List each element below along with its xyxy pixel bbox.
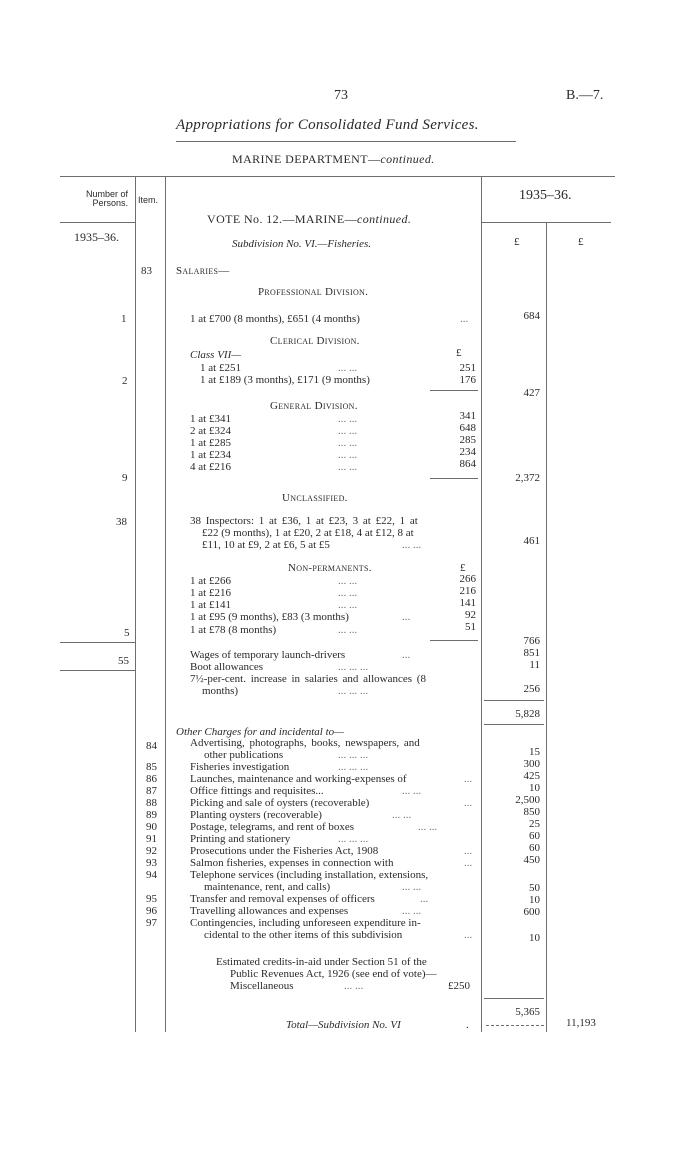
non-permanent-row-label: 1 at £78 (8 months) <box>190 624 277 636</box>
charge-amount: 60 <box>529 842 540 854</box>
non-permanent-row-dots: ... <box>402 611 411 623</box>
charge-label: Printing and stationery <box>190 833 291 845</box>
charge-label: Salmon fisheries, expenses in connection with <box>190 857 394 869</box>
general-row-dots: ... ... <box>338 461 358 473</box>
document-reference: B.—7. <box>566 88 604 103</box>
non-permanent-row-amount: 141 <box>459 597 476 609</box>
vote-title: VOTE No. 12.—MARINE—continued. <box>207 212 412 226</box>
general-row-amount: 341 <box>459 410 476 422</box>
charge-amount: 25 <box>529 818 540 830</box>
professional-line: 1 at £700 (8 months), £651 (4 months) <box>190 313 360 325</box>
unclassified-dots: ... ... <box>402 539 422 551</box>
title-rule <box>176 141 516 142</box>
charge-label: Launches, maintenance and working-expenses of <box>190 773 407 785</box>
currency-label-left: £ <box>514 236 520 248</box>
charge-amount: 600 <box>523 906 540 918</box>
charge-item-number: 84 <box>146 740 157 752</box>
general-row-amount: 285 <box>459 434 476 446</box>
charge-dots: ... ... <box>402 905 422 917</box>
non-permanents-sum-rule <box>430 640 478 641</box>
clerical-row-label: 1 at £251 <box>200 362 241 374</box>
charge-label: Telephone services (including installation, extensions, <box>190 869 429 881</box>
total-dash-rule <box>486 1025 544 1026</box>
charge-dots: ... ... <box>418 821 438 833</box>
non-permanents-persons: 5 <box>124 627 130 639</box>
clerical-row-label: 1 at £189 (3 months), £171 (9 months) <box>200 374 370 386</box>
non-permanent-row-label: 1 at £266 <box>190 575 231 587</box>
general-row-dots: ... ... <box>338 437 358 449</box>
salaries-heading: Salaries— <box>176 265 230 277</box>
charge-label: Office fittings and requisites... <box>190 785 324 797</box>
persons-total-rule <box>60 670 135 671</box>
general-row-label: 1 at £285 <box>190 437 231 449</box>
charge-item-number: 96 <box>146 905 157 917</box>
page-title: Appropriations for Consolidated Fund Services. <box>176 117 479 133</box>
charge-item-number: 89 <box>146 809 157 821</box>
charge-dots: ... <box>464 845 473 857</box>
charge-item-number: 94 <box>146 869 157 881</box>
boot-allowances-amount: 11 <box>529 659 540 671</box>
persons-sum-rule <box>60 642 135 643</box>
subdivision-heading: Subdivision No. VI.—Fisheries. <box>232 238 372 250</box>
general-row-amount: 234 <box>459 446 476 458</box>
unclassified-total: 461 <box>523 535 540 547</box>
charge-amount: 2,500 <box>515 794 540 806</box>
non-permanent-row-label: 1 at £95 (9 months), £83 (3 months) <box>190 611 349 623</box>
clerical-persons: 2 <box>122 375 128 387</box>
non-permanent-row-amount: 266 <box>459 573 476 585</box>
grand-total-amount: 11,193 <box>566 1017 596 1029</box>
increase-dots: ... ... ... <box>338 685 369 697</box>
charge-dots: ... <box>464 929 473 941</box>
charge-item-number: 90 <box>146 821 157 833</box>
charge-amount: 450 <box>523 854 540 866</box>
clerical-class: Class VII— <box>190 349 242 361</box>
amount-col-left-rule <box>481 176 482 1032</box>
wages-dots: ... <box>402 649 411 661</box>
charge-dots: ... ... <box>402 785 422 797</box>
charge-label: cidental to the other items of this subdivision <box>204 929 403 941</box>
general-row-dots: ... ... <box>338 449 358 461</box>
clerical-division-heading: Clerical Division. <box>270 335 360 347</box>
general-row-amount: 864 <box>459 458 476 470</box>
charge-item-number: 93 <box>146 857 157 869</box>
professional-division-heading: Professional Division. <box>258 286 369 298</box>
wages-amount: 851 <box>523 647 540 659</box>
charge-label: maintenance, rent, and calls) <box>204 881 331 893</box>
item-column-header: Item. <box>138 195 159 205</box>
general-row-label: 2 at £324 <box>190 425 231 437</box>
clerical-currency: £ <box>456 347 462 359</box>
page-number: 73 <box>334 88 348 103</box>
non-permanents-total: 766 <box>523 635 540 647</box>
increase-amount: 256 <box>523 683 540 695</box>
non-permanents-currency: £ <box>460 562 466 574</box>
persons-header-rule <box>60 222 135 223</box>
charge-item-number: 88 <box>146 797 157 809</box>
non-permanent-row-amount: 51 <box>465 621 476 633</box>
charge-dots: ... ... ... <box>338 749 369 761</box>
general-sum-rule <box>430 478 478 479</box>
general-row-dots: ... ... <box>338 413 358 425</box>
charge-amount: 15 <box>529 746 540 758</box>
credits-dots: ... ... <box>344 980 364 992</box>
charge-label: Fisheries investigation <box>190 761 290 773</box>
charge-amount: 10 <box>529 894 540 906</box>
non-permanent-row-amount: 216 <box>459 585 476 597</box>
salaries-subtotal-rule <box>484 724 544 725</box>
charge-amount: 50 <box>529 882 540 894</box>
charge-item-number: 87 <box>146 785 157 797</box>
clerical-row-amount: 176 <box>459 374 476 386</box>
charge-label: Advertising, photographs, books, newspapers, and <box>190 737 420 749</box>
non-permanent-row-dots: ... ... <box>338 587 358 599</box>
general-row-label: 4 at £216 <box>190 461 231 473</box>
amount-col-mid-rule <box>546 222 547 1032</box>
other-charges-sum-rule <box>484 998 544 999</box>
boot-allowances-dots: ... ... ... <box>338 661 369 673</box>
charge-dots: ... ... <box>402 881 422 893</box>
salaries-sum-rule <box>484 700 544 701</box>
other-charges-heading: Other Charges for and incidental to— <box>176 726 344 738</box>
persons-grand-total: 55 <box>118 655 129 667</box>
charge-dots: ... <box>464 797 473 809</box>
charge-item-number: 92 <box>146 845 157 857</box>
general-row-amount: 648 <box>459 422 476 434</box>
charge-label: other publications <box>204 749 284 761</box>
increase-line: months) <box>202 685 239 697</box>
unclassified-heading: Unclassified. <box>282 492 348 504</box>
total-dots: . <box>466 1019 469 1031</box>
general-row-dots: ... ... <box>338 425 358 437</box>
persons-column-header: Number of Persons. <box>85 189 128 208</box>
non-permanent-row-label: 1 at £216 <box>190 587 231 599</box>
charge-label: Postage, telegrams, and rent of boxes <box>190 821 355 833</box>
credits-line: Estimated credits-in-aid under Section 51 of the <box>216 956 427 968</box>
non-permanent-row-dots: ... ... <box>338 624 358 636</box>
clerical-total: 427 <box>523 387 540 399</box>
charge-dots: ... <box>464 857 473 869</box>
charge-label: Transfer and removal expenses of officers <box>190 893 375 905</box>
charge-dots: ... ... ... <box>338 761 369 773</box>
charge-label: Picking and sale of oysters (recoverable) <box>190 797 370 809</box>
unclassified-persons: 38 <box>116 516 127 528</box>
professional-persons: 1 <box>121 313 127 325</box>
charge-item-number: 91 <box>146 833 157 845</box>
charge-dots: ... <box>464 773 473 785</box>
charge-amount: 425 <box>523 770 540 782</box>
unclassified-line: £11, 10 at £9, 2 at £6, 5 at £5 <box>202 539 330 551</box>
wages-label: Wages of temporary launch-drivers <box>190 649 346 661</box>
boot-allowances-label: Boot allowances <box>190 661 264 673</box>
charge-label: Prosecutions under the Fisheries Act, 1908 <box>190 845 379 857</box>
charge-item-number: 97 <box>146 917 157 929</box>
table-top-rule <box>60 176 615 177</box>
charge-amount: 10 <box>529 782 540 794</box>
charge-amount: 850 <box>523 806 540 818</box>
item-col-right-rule <box>165 176 166 1032</box>
item-col-left-rule <box>135 176 136 1032</box>
non-permanent-row-label: 1 at £141 <box>190 599 231 611</box>
charge-dots: ... ... <box>392 809 412 821</box>
charge-item-number: 85 <box>146 761 157 773</box>
non-permanents-heading: Non-permanents. <box>288 562 372 574</box>
charge-amount: 10 <box>529 932 540 944</box>
non-permanent-row-amount: 92 <box>465 609 476 621</box>
increase-line: 7½-per-cent. increase in salaries and allowances (8 <box>190 673 426 685</box>
general-row-label: 1 at £234 <box>190 449 231 461</box>
general-division-heading: General Division. <box>270 400 358 412</box>
currency-label-right: £ <box>578 236 584 248</box>
salaries-subtotal: 5,828 <box>515 708 540 720</box>
charge-dots: ... ... ... <box>338 833 369 845</box>
unclassified-line: 38 Inspectors: 1 at £36, 1 at £23, 3 at £22, 1 at <box>190 515 418 527</box>
clerical-row-amount: 251 <box>459 362 476 374</box>
other-charges-subtotal: 5,365 <box>515 1006 540 1018</box>
charge-amount: 60 <box>529 830 540 842</box>
charge-item-number: 95 <box>146 893 157 905</box>
department-heading: MARINE DEPARTMENT—continued. <box>232 152 435 166</box>
charge-label: Contingencies, including unforeseen expenditure in- <box>190 917 421 929</box>
charge-amount: 300 <box>523 758 540 770</box>
professional-total: 684 <box>523 310 540 322</box>
non-permanent-row-dots: ... ... <box>338 599 358 611</box>
credits-amount: £250 <box>448 980 470 992</box>
total-label: Total—Subdivision No. VI <box>286 1019 401 1031</box>
credits-line: Public Revenues Act, 1926 (see end of vote)— <box>230 968 437 980</box>
non-permanent-row-dots: ... ... <box>338 575 358 587</box>
credits-line: Miscellaneous <box>230 980 294 992</box>
general-row-label: 1 at £341 <box>190 413 231 425</box>
year-header-rule <box>481 222 611 223</box>
unclassified-line: £22 (9 months), 1 at £20, 2 at £18, 4 at £12, 8 at <box>202 527 414 539</box>
general-persons: 9 <box>122 472 128 484</box>
salaries-item-number: 83 <box>141 265 152 277</box>
year-column-header: 1935–36. <box>519 188 572 203</box>
charge-label: Planting oysters (recoverable) <box>190 809 322 821</box>
charge-item-number: 86 <box>146 773 157 785</box>
persons-year-label: 1935–36. <box>74 230 119 244</box>
clerical-row-dots: ... ... <box>338 362 358 374</box>
clerical-sum-rule <box>430 390 478 391</box>
charge-label: Travelling allowances and expenses <box>190 905 349 917</box>
general-total: 2,372 <box>515 472 540 484</box>
professional-dots: ... <box>460 313 469 325</box>
charge-dots: ... <box>420 893 429 905</box>
